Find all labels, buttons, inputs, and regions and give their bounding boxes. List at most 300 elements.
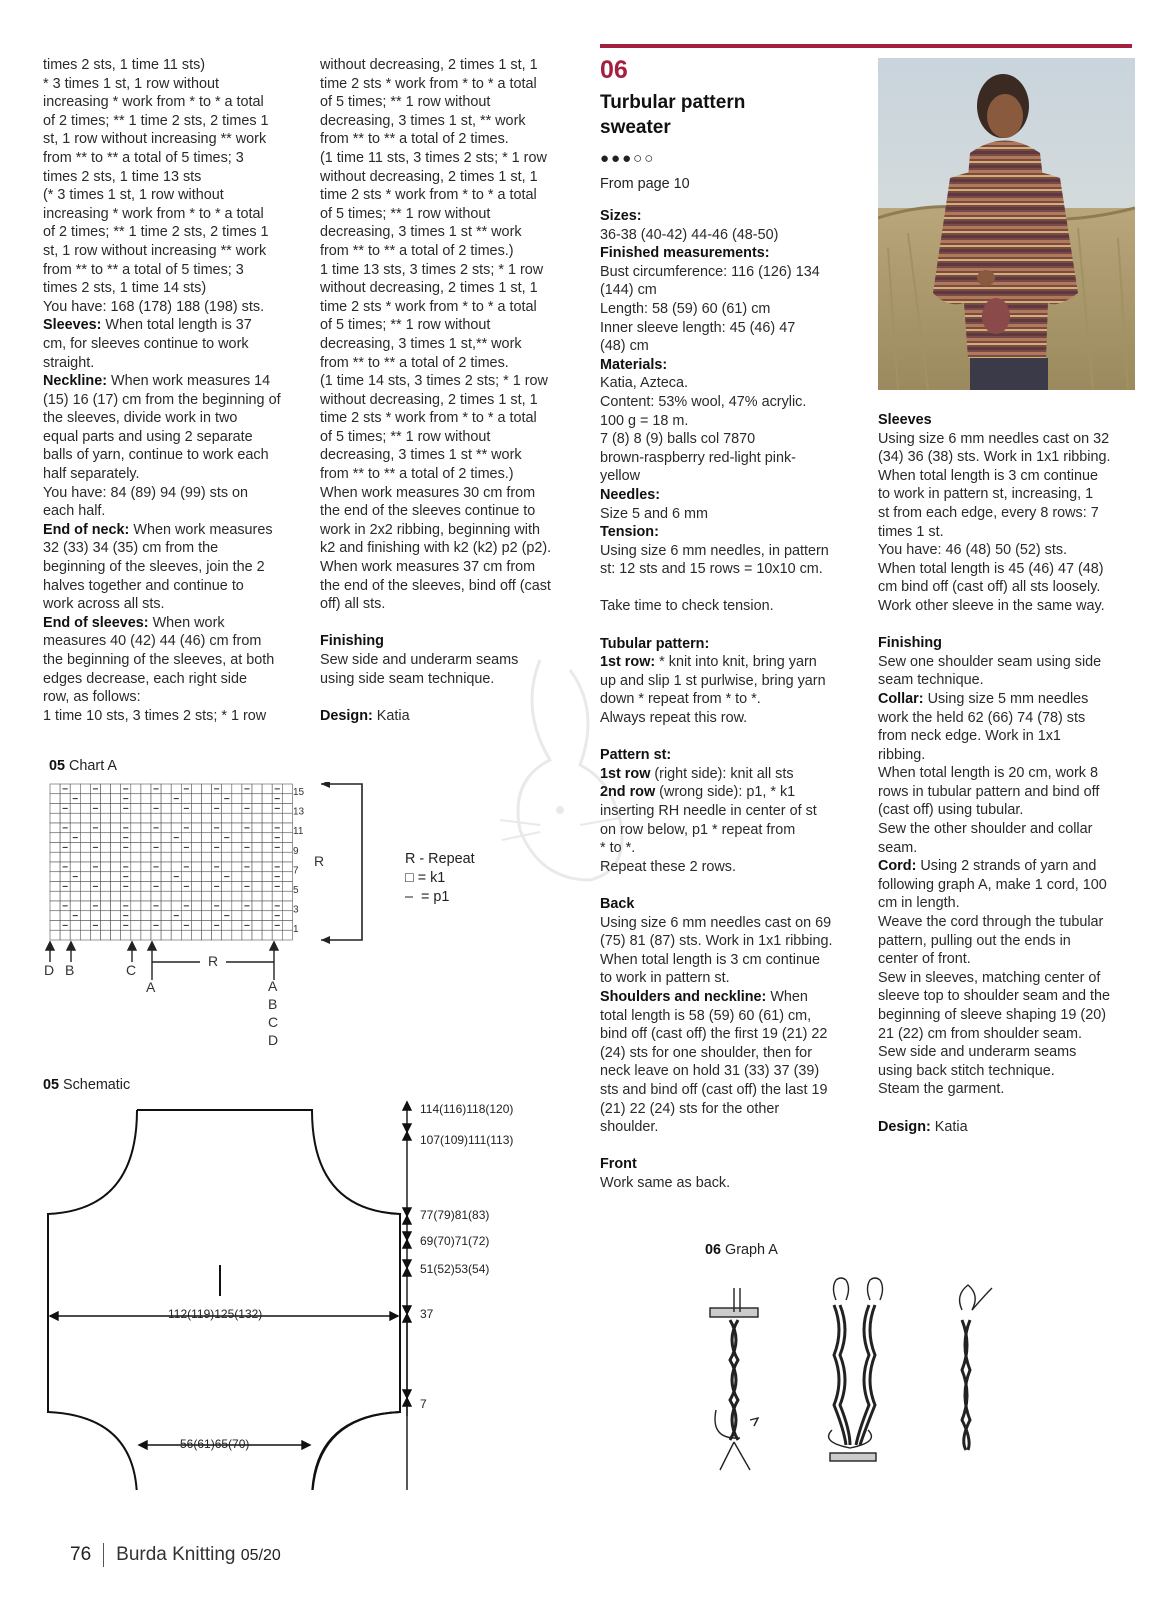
line-text: the end of the sleeves continue to — [320, 503, 536, 520]
chart-cell — [191, 804, 201, 814]
chart-cell — [80, 862, 90, 872]
chart-cell — [50, 823, 60, 833]
sweater-photo — [878, 58, 1135, 390]
text-line — [43, 354, 305, 373]
line-text: Using size 6 mm needles cast on 69 — [600, 914, 832, 931]
chart-cell — [222, 852, 232, 862]
line-text: from ** to ** a total of 5 times; 3 — [43, 149, 244, 166]
text-line — [878, 894, 1140, 913]
column-marker-label: C — [126, 962, 137, 978]
chart-cell — [70, 882, 80, 892]
chart-cell — [171, 891, 181, 901]
chart-cell — [252, 804, 262, 814]
chart-cell — [282, 891, 292, 901]
chart-cell — [50, 862, 60, 872]
line-text: Bust circumference: 116 (126) 134 — [600, 263, 820, 280]
text-line — [43, 558, 305, 577]
line-text: beginning of the sleeves, join the 2 — [43, 559, 265, 576]
chart-cell — [191, 784, 201, 794]
chart-cell — [60, 911, 70, 921]
chart-a-diagram — [40, 782, 520, 1052]
text-line — [320, 242, 582, 261]
text-line — [600, 486, 862, 505]
line-text: off) all sts. — [320, 596, 386, 613]
text-line — [878, 560, 1140, 579]
chart-cell — [80, 911, 90, 921]
chart-cell — [282, 882, 292, 892]
text-line — [878, 709, 1140, 728]
text-line — [600, 597, 862, 616]
line-text: st from each edge, every 8 rows: 7 — [878, 504, 1099, 521]
chart-cell — [212, 833, 222, 843]
chart-cell — [171, 843, 181, 853]
chart-cell — [70, 813, 80, 823]
chart-cell — [141, 833, 151, 843]
line-text: st, 1 row without increasing ** work — [43, 131, 267, 148]
text-line — [320, 446, 582, 465]
blank-line — [600, 579, 862, 598]
text-line — [878, 485, 1140, 504]
chart-cell — [242, 794, 252, 804]
chart-cell — [141, 813, 151, 823]
chart-cell — [90, 911, 100, 921]
text-line — [600, 374, 862, 393]
chart-cell — [212, 813, 222, 823]
bold-heading: 2nd row — [600, 784, 656, 801]
chart-cell — [131, 784, 141, 794]
chart-cell — [70, 852, 80, 862]
chart-cell — [111, 891, 121, 901]
bold-heading: Finishing — [320, 633, 384, 650]
line-text: the end of the sleeves, bind off (cast — [320, 577, 551, 594]
chart-cell — [272, 813, 282, 823]
line-text: times 1 st. — [878, 523, 944, 540]
chart-cell — [80, 882, 90, 892]
chart-cell — [131, 843, 141, 853]
chart-cell — [111, 784, 121, 794]
chart-cell — [161, 813, 171, 823]
line-text: cm in length. — [878, 895, 960, 912]
line-text: * knit into knit, bring yarn — [655, 654, 817, 671]
text-line — [320, 186, 582, 205]
column-marker-label: B — [65, 962, 75, 978]
chart-cell — [252, 882, 262, 892]
line-text: (1 time 11 sts, 3 times 2 sts; * 1 row — [320, 149, 547, 166]
footer-divider — [103, 1543, 104, 1567]
chart-cell — [262, 833, 272, 843]
chart-cell — [252, 911, 262, 921]
line-text: on row below, p1 * repeat from — [600, 821, 796, 838]
bold-heading: Sleeves: — [43, 317, 102, 334]
text-line — [320, 391, 582, 410]
text-line — [878, 987, 1140, 1006]
chart-cell — [50, 921, 60, 931]
line-text: (144) cm — [600, 282, 657, 299]
chart-cell — [50, 901, 60, 911]
chart-cell — [262, 901, 272, 911]
line-text: from ** to ** a total of 2 times. — [320, 131, 509, 148]
line-text: Using 2 strands of yarn and — [916, 858, 1097, 875]
chart-cell — [101, 901, 111, 911]
chart-cell — [232, 882, 242, 892]
chart-cell — [101, 823, 111, 833]
text-line — [600, 1081, 862, 1100]
text-line — [600, 300, 862, 319]
text-line — [878, 1062, 1140, 1081]
line-text: from ** to ** a total of 2 times.) — [320, 242, 514, 259]
chart-cell — [171, 813, 181, 823]
column-marker-label: A — [146, 979, 156, 995]
line-text: row, as follows: — [43, 689, 141, 706]
chart-cell — [101, 833, 111, 843]
text-line — [43, 93, 305, 112]
line-text: of 5 times; ** 1 row without — [320, 205, 491, 222]
chart-cell — [171, 862, 181, 872]
chart-cell — [101, 872, 111, 882]
chart-cell — [50, 833, 60, 843]
chart-cell — [262, 891, 272, 901]
column-2 — [320, 56, 582, 725]
text-line — [600, 449, 862, 468]
chart-cell — [202, 784, 212, 794]
column-marker-label: D — [268, 1032, 279, 1048]
text-line — [43, 465, 305, 484]
chart-cell — [171, 852, 181, 862]
chart-cell — [60, 891, 70, 901]
chart-cell — [242, 891, 252, 901]
chart-cell — [191, 823, 201, 833]
line-text: neck leave on hold 31 (33) 37 (39) — [600, 1063, 820, 1080]
chart-cell — [131, 901, 141, 911]
bold-heading: Design: — [320, 707, 373, 724]
line-text: Katia, Azteca. — [600, 375, 688, 392]
text-line — [43, 223, 305, 242]
chart-cell — [80, 872, 90, 882]
line-text: time 2 sts * work from * to * a total — [320, 75, 537, 92]
text-line — [600, 542, 862, 561]
text-line — [878, 801, 1140, 820]
line-text: pattern, pulling out the ends in — [878, 932, 1071, 949]
line-text: decreasing, 3 times 1 st,** work — [320, 335, 522, 352]
line-text: When work measures — [129, 521, 273, 538]
line-text: of 5 times; ** 1 row without — [320, 94, 491, 111]
text-line — [320, 502, 582, 521]
text-line — [878, 448, 1140, 467]
chart-cell — [242, 911, 252, 921]
line-text: decreasing, 3 times 1 st ** work — [320, 224, 522, 241]
chart-cell — [202, 852, 212, 862]
chart-cell — [161, 921, 171, 931]
text-line — [878, 913, 1140, 932]
row-number: 9 — [293, 845, 299, 857]
text-line — [600, 263, 862, 282]
dim-51: 51(52)53(54) — [420, 1262, 490, 1276]
chart-cell — [282, 872, 292, 882]
text-line — [600, 951, 862, 970]
chart-cell — [232, 930, 242, 940]
bold-heading: Needles: — [600, 486, 660, 503]
chart-cell — [191, 813, 201, 823]
line-text: (34) 36 (38) sts. Work in 1x1 ribbing. — [878, 449, 1111, 466]
chart-cell — [80, 921, 90, 931]
text-line — [878, 541, 1140, 560]
text-line — [600, 1100, 862, 1119]
line-text: brown-raspberry red-light pink- — [600, 449, 796, 466]
legend-p1: = p1 — [421, 889, 450, 905]
line-text: When work measures 14 — [107, 373, 271, 390]
chart-cell — [161, 911, 171, 921]
text-line — [43, 614, 305, 633]
page-footer — [70, 1543, 281, 1567]
line-text: 100 g = 18 m. — [600, 412, 689, 429]
line-text: * 3 times 1 st, 1 row without — [43, 75, 219, 92]
chart-cell — [141, 852, 151, 862]
text-line — [320, 335, 582, 354]
chart-cell — [252, 901, 262, 911]
chart-cell — [50, 804, 60, 814]
chart-cell — [141, 862, 151, 872]
chart-cell — [191, 843, 201, 853]
text-line — [600, 1118, 862, 1137]
line-text: halves together and continue to — [43, 577, 244, 594]
chart-cell — [262, 823, 272, 833]
text-line — [320, 130, 582, 149]
chart-cell — [50, 930, 60, 940]
text-line — [600, 969, 862, 988]
line-text: (wrong side): p1, * k1 — [655, 784, 796, 801]
chart-cell — [212, 852, 222, 862]
chart-cell — [131, 921, 141, 931]
chart-cell — [70, 891, 80, 901]
bold-heading: 1st row — [600, 765, 651, 782]
dim-114: 114(116)118(120) — [420, 1102, 514, 1116]
line-text: rows in tubular pattern and bind off — [878, 783, 1100, 800]
text-line — [43, 428, 305, 447]
chart-cell — [111, 872, 121, 882]
text-line — [43, 75, 305, 94]
line-text: When total length is 37 — [101, 317, 252, 334]
chart-cell — [282, 911, 292, 921]
chart-cell — [80, 852, 90, 862]
text-line — [878, 504, 1140, 523]
chart-cell — [121, 852, 131, 862]
text-line — [600, 1062, 862, 1081]
accent-rule — [600, 44, 1132, 48]
line-text: times 2 sts, 1 time 14 sts) — [43, 280, 207, 297]
text-line — [320, 539, 582, 558]
chart-cell — [111, 804, 121, 814]
chart-cell — [161, 862, 171, 872]
chart-cell — [252, 823, 262, 833]
chart-cell — [80, 823, 90, 833]
bold-heading: End of neck: — [43, 521, 130, 538]
chart-cell — [171, 882, 181, 892]
row-number: 13 — [293, 806, 305, 818]
chart-cell — [121, 930, 131, 940]
pattern-title — [600, 90, 840, 140]
line-text: sleeve top to shoulder seam and the — [878, 988, 1110, 1005]
text-line — [43, 205, 305, 224]
text-line — [43, 577, 305, 596]
chart-cell — [50, 911, 60, 921]
bold-heading: Materials: — [600, 356, 668, 373]
bold-heading: Sizes: — [600, 208, 642, 224]
text-line — [320, 112, 582, 131]
chart-cell — [111, 901, 121, 911]
chart-cell — [111, 833, 121, 843]
line-text: time 2 sts * work from * to * a total — [320, 410, 537, 427]
column-marker-label: A — [268, 978, 278, 994]
chart-cell — [202, 862, 212, 872]
text-line — [320, 223, 582, 242]
chart-cell — [191, 794, 201, 804]
chart-cell — [212, 794, 222, 804]
chart-cell — [131, 891, 141, 901]
blank-line — [878, 616, 1140, 635]
chart-cell — [70, 862, 80, 872]
line-text: each half. — [43, 503, 106, 520]
text-line — [878, 634, 1140, 653]
text-line — [600, 430, 862, 449]
schematic-label: Schematic — [63, 1077, 131, 1093]
text-line — [878, 783, 1140, 802]
line-text: 1 time 10 sts, 3 times 2 sts; * 1 row — [43, 707, 267, 724]
chart-cell — [191, 911, 201, 921]
magazine-name: Burda Knitting — [116, 1544, 236, 1566]
line-text: work the held 62 (66) 74 (78) sts — [878, 709, 1086, 726]
text-line — [600, 337, 862, 356]
bold-heading: Finished measurements: — [600, 245, 770, 262]
chart-cell — [101, 862, 111, 872]
dim-77: 77(79)81(83) — [420, 1208, 490, 1222]
text-line — [878, 764, 1140, 783]
line-text: (21) 22 (24) sts for the other — [600, 1100, 780, 1117]
chart-cell — [161, 901, 171, 911]
chart-cell — [191, 901, 201, 911]
text-line — [320, 316, 582, 335]
repeat-bracket — [321, 784, 362, 940]
text-line — [43, 279, 305, 298]
dim-width-56: 56(61)65(70) — [180, 1437, 250, 1451]
blank-line — [320, 614, 582, 633]
line-text: from neck edge. Work in 1x1 — [878, 728, 1061, 745]
chart-cell — [181, 852, 191, 862]
chart-cell — [70, 784, 80, 794]
line-text: straight. — [43, 354, 95, 371]
chart-cell — [202, 901, 212, 911]
line-text: When total length is 45 (46) 47 (48) — [878, 560, 1104, 577]
text-line — [600, 467, 862, 486]
from-page: From page 10 — [600, 176, 690, 192]
text-line — [320, 279, 582, 298]
line-text: to work in pattern st, increasing, 1 — [878, 486, 1094, 503]
line-text: (cast off) using tubular. — [878, 802, 1024, 819]
line-text: from ** to ** a total of 2 times.) — [320, 466, 514, 483]
line-text: When work measures 37 cm from — [320, 559, 536, 576]
dim-107: 107(109)111(113) — [420, 1133, 514, 1147]
line-text: from ** to ** a total of 2 times. — [320, 354, 509, 371]
line-text: yellow — [600, 468, 640, 485]
line-text: Using size 5 mm needles — [923, 690, 1089, 707]
text-line — [320, 428, 582, 447]
chart-cell — [262, 872, 272, 882]
chart-cell — [262, 804, 272, 814]
line-text: (1 time 14 sts, 3 times 2 sts; * 1 row — [320, 373, 548, 390]
legend-k1: = k1 — [417, 870, 446, 886]
chart-cell — [161, 930, 171, 940]
chart-cell — [90, 813, 100, 823]
text-line — [600, 319, 862, 338]
line-text: decreasing, 3 times 1 st ** work — [320, 447, 522, 464]
chart-cell — [80, 784, 90, 794]
chart-cell — [282, 833, 292, 843]
text-line — [878, 430, 1140, 449]
chart-cell — [222, 862, 232, 872]
chart-a-grid — [50, 784, 292, 940]
chart-cell — [202, 813, 212, 823]
chart-cell — [101, 843, 111, 853]
line-text: balls of yarn, continue to work each — [43, 447, 269, 464]
text-line — [600, 1155, 862, 1174]
line-text: You have: 168 (178) 188 (198) sts. — [43, 298, 265, 315]
chart-cell — [202, 882, 212, 892]
chart-cell — [161, 833, 171, 843]
line-text: Sew one shoulder seam using side — [878, 653, 1102, 670]
chart-cell — [262, 813, 272, 823]
legend-k1-row — [405, 869, 475, 888]
chart-cell — [171, 921, 181, 931]
text-line — [320, 521, 582, 540]
chart-cell — [181, 891, 191, 901]
chart-cell — [161, 794, 171, 804]
line-text: time 2 sts * work from * to * a total — [320, 298, 537, 315]
chart-cell — [222, 891, 232, 901]
chart-cell — [232, 794, 242, 804]
chart-cell — [70, 930, 80, 940]
chart-cell — [262, 911, 272, 921]
text-line — [878, 578, 1140, 597]
dim-69: 69(70)71(72) — [420, 1234, 490, 1248]
text-line — [600, 1025, 862, 1044]
chart-cell — [60, 930, 70, 940]
text-line — [600, 505, 862, 524]
column-4 — [878, 411, 1140, 1136]
chart-cell — [151, 911, 161, 921]
chart-cell — [282, 930, 292, 940]
chart-cell — [202, 921, 212, 931]
chart-cell — [222, 901, 232, 911]
chart-cell — [191, 862, 201, 872]
chart-cell — [262, 794, 272, 804]
text-line — [878, 1080, 1140, 1099]
chart-cell — [232, 901, 242, 911]
chart-cell — [212, 891, 222, 901]
chart-cell — [262, 784, 272, 794]
chart-cell — [232, 852, 242, 862]
chart-cell — [191, 921, 201, 931]
chart-cell — [90, 794, 100, 804]
chart-cell — [191, 852, 201, 862]
dim-width-112: 112(119)125(132) — [168, 1307, 263, 1321]
chart-cell — [80, 804, 90, 814]
chart-cell — [141, 901, 151, 911]
text-line — [600, 523, 862, 542]
text-line — [43, 446, 305, 465]
text-line — [320, 484, 582, 503]
chart-cell — [181, 911, 191, 921]
text-line — [878, 1025, 1140, 1044]
chart-cell — [252, 813, 262, 823]
